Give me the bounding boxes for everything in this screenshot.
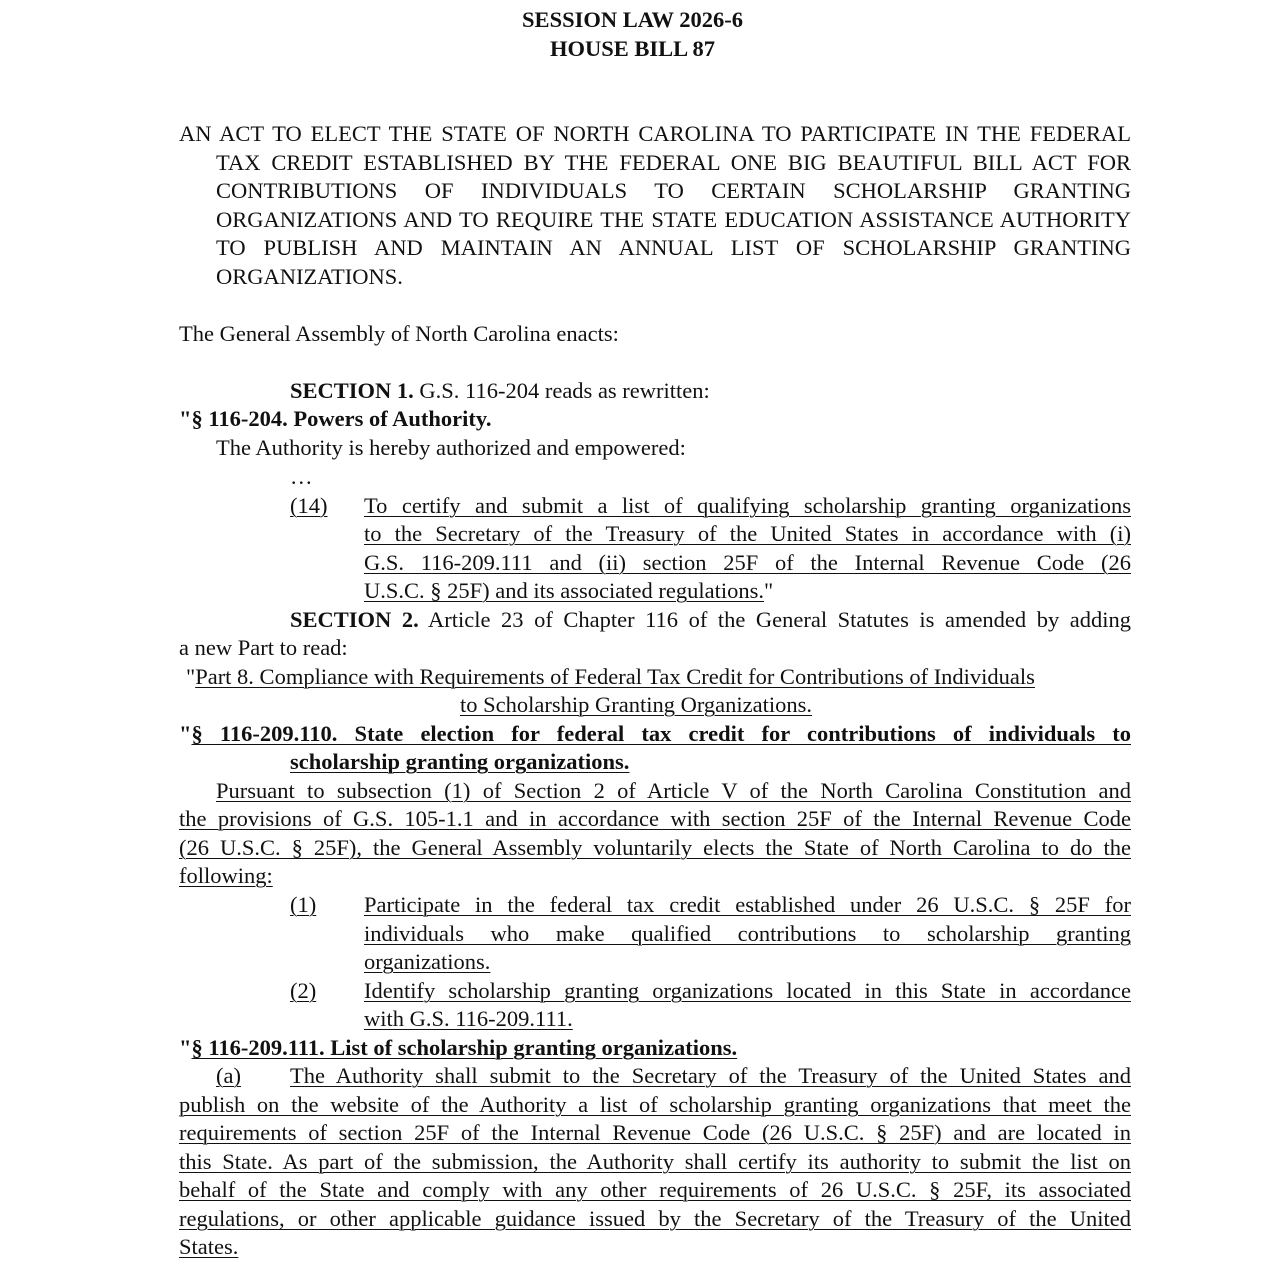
- subsection-a-number: (a): [216, 1063, 241, 1088]
- item-1-line: individuals who make qualified contributions to scholarship granting: [364, 921, 1131, 946]
- house-bill-number: HOUSE BILL 87: [549, 36, 716, 61]
- section-1-intro: [290, 377, 710, 406]
- subsection-a-line: publish on the website of the Authority a list of scholarship granting organizations that meet the: [179, 1092, 1131, 1117]
- section-1-text: G.S. 116-204 reads as rewritten:: [419, 378, 710, 403]
- subsection-a-line: requirements of section 25F of the Internal Revenue Code (26 U.S.C. § 25F) and are located in: [179, 1120, 1131, 1145]
- omission-ellipsis: …: [290, 464, 313, 489]
- item-14-line: G.S. 116-209.111 and (ii) section 25F of the Internal Revenue Code (26: [364, 550, 1131, 575]
- part-8-heading: "Part 8. Compliance with Requirements of Federal Tax Credit for Contributions of Individuals: [186, 664, 1035, 689]
- part-8-heading-cont: to Scholarship Granting Organizations.: [460, 692, 813, 717]
- powers-heading: § 116-204. Powers of Authority.: [191, 406, 492, 431]
- item-1-line: Participate in the federal tax credit established under 26 U.S.C. § 25F for: [364, 892, 1131, 917]
- subsection-a-line: behalf of the State and comply with any other requirements of 26 U.S.C. § 25F, its associated: [179, 1177, 1131, 1202]
- item-1-number: (1): [290, 892, 317, 917]
- section-2-label: SECTION 2.: [290, 607, 419, 632]
- session-law-number: SESSION LAW 2026-6: [522, 7, 743, 32]
- section-2-text: Article 23 of Chapter 116 of the General Statutes is amended by adding: [428, 607, 1131, 632]
- section-110-body-line: the provisions of G.S. 105-1.1 and in accordance with section 25F of the Internal Revenue Code: [179, 806, 1131, 831]
- subsection-a-line: regulations, or other applicable guidance issued by the Secretary of the Treasury of the United: [179, 1206, 1131, 1231]
- subsection-a-line: this State. As part of the submission, the Authority shall certify its authority to submit the list on: [179, 1149, 1131, 1174]
- section-110-body-line: (26 U.S.C. § 25F), the General Assembly voluntarily elects the State of North Carolina to do the: [179, 835, 1131, 860]
- item-14-number: (14): [290, 493, 328, 518]
- item-14-line: to the Secretary of the Treasury of the United States in accordance with (i): [364, 521, 1131, 546]
- section-2-intro: [290, 606, 1131, 635]
- section-2-text-cont: a new Part to read:: [179, 635, 348, 660]
- item-1-line: organizations.: [364, 949, 491, 974]
- section-110-heading: "§ 116-209.110. State election for federal tax credit for contributions of individuals to: [179, 721, 1131, 746]
- section-110-heading-cont: scholarship granting organizations.: [290, 749, 630, 774]
- item-14-last-line: U.S.C. § 25F) and its associated regulations.": [364, 578, 774, 603]
- section-1-label: SECTION 1.: [290, 378, 414, 403]
- authority-intro: The Authority is hereby authorized and empowered:: [216, 435, 686, 460]
- enacting-clause: The General Assembly of North Carolina enacts:: [179, 321, 619, 346]
- act-title: AN ACT TO ELECT THE STATE OF NORTH CAROLINA TO PARTICIPATE IN THE FEDERAL TAX CREDIT ESTABLISHED BY THE FEDERAL ONE BIG BEAUTIFUL BILL ACT FOR CONTRIBUTIONS OF INDIVIDUALS TO CERTAIN SCHOLARSHIP GRANTING ORGANIZATIONS AND TO REQUIRE THE STATE EDUCATION ASSISTANCE AUTHORITY TO PUBLISH AND MAINTAIN AN ANNUAL LIST OF SCHOLARSHIP GRANTING ORGANIZATIONS.: [179, 121, 1131, 289]
- subsection-a-line: The Authority shall submit to the Secretary of the Treasury of the United States and: [290, 1063, 1131, 1088]
- subsection-a-line: States.: [179, 1234, 239, 1259]
- item-2-number: (2): [290, 978, 317, 1003]
- section-1-heading: "§ 116-204. Powers of Authority.: [179, 406, 492, 431]
- item-14-line: To certify and submit a list of qualifying scholarship granting organizations: [364, 493, 1131, 518]
- item-2-line: with G.S. 116-209.111.: [364, 1006, 573, 1031]
- item-2-line: Identify scholarship granting organizations located in this State in accordance: [364, 978, 1131, 1003]
- section-110-body-line: following:: [179, 863, 273, 888]
- section-111-heading: "§ 116-209.111. List of scholarship granting organizations.: [179, 1035, 738, 1060]
- section-110-body-line: Pursuant to subsection (1) of Section 2 of Article V of the North Carolina Constitution and: [216, 778, 1131, 803]
